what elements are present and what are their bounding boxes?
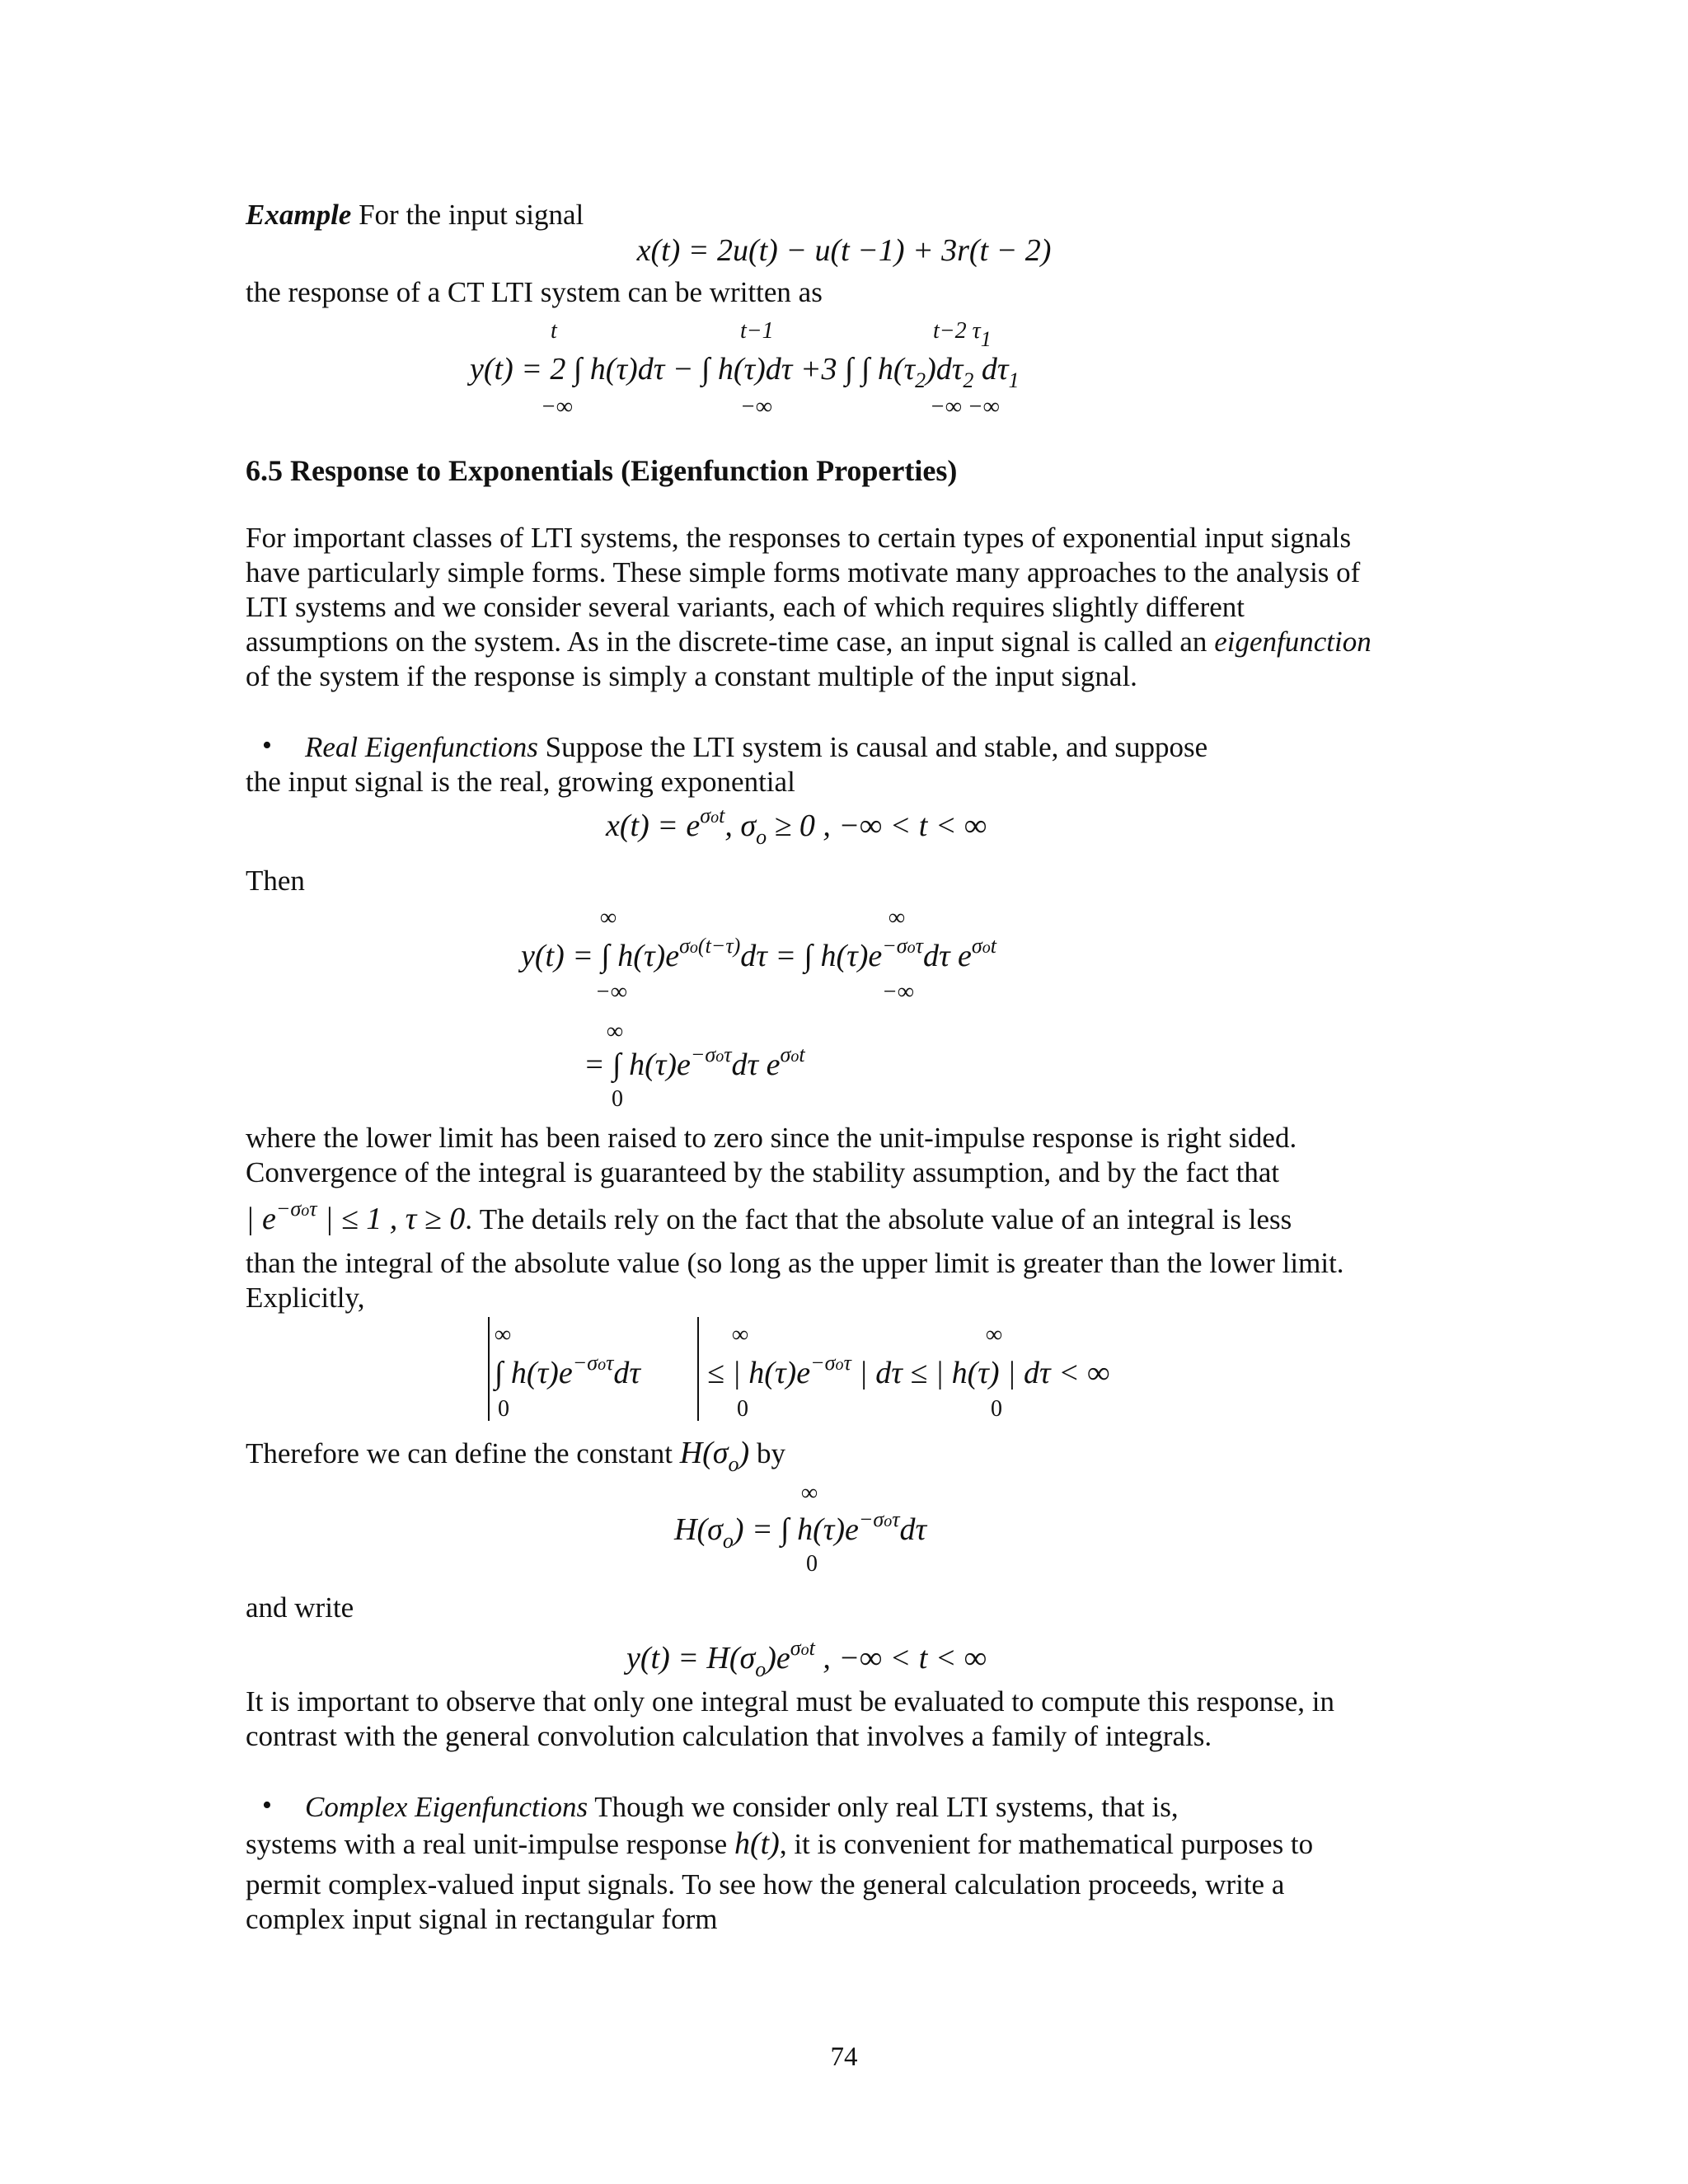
y-equation: y(t) = ∫ $h(\tau)e^{\sigma o(t-\tau)}d\tau$ = ∫ $h(\tau)e^{-\sigma o\tau}d\tau$ $e^{\sigma ot}$ xyxy=(521,934,996,973)
upper-limit-3: t−2 τ1 xyxy=(933,318,992,351)
para4-line-1: than the integral of the absolute value (so long as the upper limit is greater than the lower limit. xyxy=(246,1247,1344,1279)
response-lhs: y(t) = 2 ∫ h(τ)dτ − ∫ h(τ)dτ +3 ∫ ∫ $h(\tau_2)d\tau_2$ $d\tau_1$ xyxy=(470,352,1020,392)
complex-line-4: complex input signal in rectangular form xyxy=(246,1903,718,1935)
real-title: Real Eigenfunctions xyxy=(305,731,538,763)
example-label: Example xyxy=(246,199,352,231)
inequality-b: ≤ | $h(\tau)e^{-\sigma o\tau}$ | dτ ≤ | h(τ) | dτ < ∞ xyxy=(707,1351,1110,1390)
ineq-upper-1: ∞ xyxy=(495,1322,511,1347)
y-upper-2: ∞ xyxy=(889,905,905,930)
ineq-lower-1: 0 xyxy=(498,1396,509,1422)
real-input-equation: $x(t) = e^{\sigma ot}$, $\sigma_o \ge 0$ , −∞ < t < ∞ xyxy=(606,804,987,849)
lower-limit-3: −∞ −∞ xyxy=(930,394,1000,419)
final-equation: $y(t) = H(\sigma_o)e^{\sigma ot}$ , −∞ < t < ∞ xyxy=(626,1636,987,1681)
complex-line-2: systems with a real unit-impulse response h(t), it is convenient for mathematical purposes to xyxy=(246,1826,1314,1861)
then-text: Then xyxy=(246,865,305,897)
section-heading: 6.5 Response to Exponentials (Eigenfunction Properties) xyxy=(246,454,958,487)
real-line-2: the input signal is the real, growing exponential xyxy=(246,766,795,798)
para5-line-2: contrast with the general convolution calculation that involves a family of integrals. xyxy=(246,1720,1212,1752)
eq2-equation: = ∫ $h(\tau)e^{-\sigma o\tau}d\tau$ $e^{\sigma ot}$ xyxy=(584,1043,805,1082)
y-lower-2: −∞ xyxy=(882,979,914,1005)
inequality-a: ∫ $h(\tau)e^{-\sigma o\tau}d\tau$ xyxy=(495,1351,640,1390)
eq2-lower: 0 xyxy=(612,1086,623,1112)
para1-line-2: have particularly simple forms. These simple forms motivate many approaches to the analysis of xyxy=(246,556,1361,588)
define-line: Therefore we can define the constant $H(\sigma_o)$ by xyxy=(246,1436,785,1476)
bullet-real: • xyxy=(262,730,272,761)
para1-line-3: LTI systems and we consider several variants, each of which requires slightly different xyxy=(246,591,1245,623)
abs-bar-left xyxy=(488,1317,490,1421)
para1-line-4: assumptions on the system. As in the discrete-time case, an input signal is called an eigenfunction xyxy=(246,626,1372,658)
response-intro: the response of a CT LTI system can be written as xyxy=(246,276,823,308)
complex-line-1: Complex Eigenfunctions Though we consider only real LTI systems, that is, xyxy=(305,1791,1179,1823)
eigenfunction-term: eigenfunction xyxy=(1214,626,1372,658)
page-number: 74 xyxy=(830,2042,858,2072)
input-signal-equation: x(t) = 2u(t) − u(t −1) + 3r(t − 2) xyxy=(636,233,1052,268)
para4-line-2: Explicitly, xyxy=(246,1282,365,1314)
and-write: and write xyxy=(246,1591,354,1624)
para5-line-1: It is important to observe that only one integral must be evaluated to compute this response, in xyxy=(246,1685,1334,1718)
abs-bar-right xyxy=(697,1317,699,1421)
H-lower: 0 xyxy=(806,1551,818,1577)
complex-line-3: permit complex-valued input signals. To see how the general calculation proceeds, write a xyxy=(246,1868,1285,1900)
para1-line-1: For important classes of LTI systems, the responses to certain types of exponential input signals xyxy=(246,522,1352,554)
upper-limit-1: t xyxy=(551,318,557,344)
bullet-complex: • xyxy=(262,1790,272,1821)
y-upper-1: ∞ xyxy=(600,905,617,930)
ineq-upper-2: ∞ xyxy=(732,1322,748,1347)
para2-line-2: Convergence of the integral is guaranteed by the stability assumption, and by the fact that xyxy=(246,1156,1280,1188)
para3-line: | $e^{-\sigma o\tau}$ | ≤ 1 , τ ≥ 0. The details rely on the fact that the absolute value of an integral is less xyxy=(246,1197,1292,1236)
H-upper: ∞ xyxy=(801,1480,818,1506)
lower-limit-2: −∞ xyxy=(740,394,772,419)
upper-limit-2: t−1 xyxy=(740,318,774,344)
eq2-upper: ∞ xyxy=(607,1019,623,1044)
lower-limit-1: −∞ xyxy=(541,394,573,419)
ineq-upper-3: ∞ xyxy=(986,1322,1002,1347)
y-lower-1: −∞ xyxy=(595,979,627,1005)
example-intro: For the input signal xyxy=(359,199,584,231)
ineq-lower-2: 0 xyxy=(737,1396,748,1422)
para1-line-5: of the system if the response is simply a constant multiple of the input signal. xyxy=(246,660,1137,692)
para2-line-1: where the lower limit has been raised to zero since the unit-impulse response is right sided. xyxy=(246,1122,1297,1154)
complex-title: Complex Eigenfunctions xyxy=(305,1791,588,1823)
ineq-lower-3: 0 xyxy=(991,1396,1002,1422)
example-intro-line xyxy=(246,198,584,232)
H-equation: $H(\sigma_o)$ = ∫ $h(\tau)e^{-\sigma o\tau}d\tau$ xyxy=(674,1507,927,1553)
real-line-1: Real Eigenfunctions Suppose the LTI system is causal and stable, and suppose xyxy=(305,731,1208,763)
